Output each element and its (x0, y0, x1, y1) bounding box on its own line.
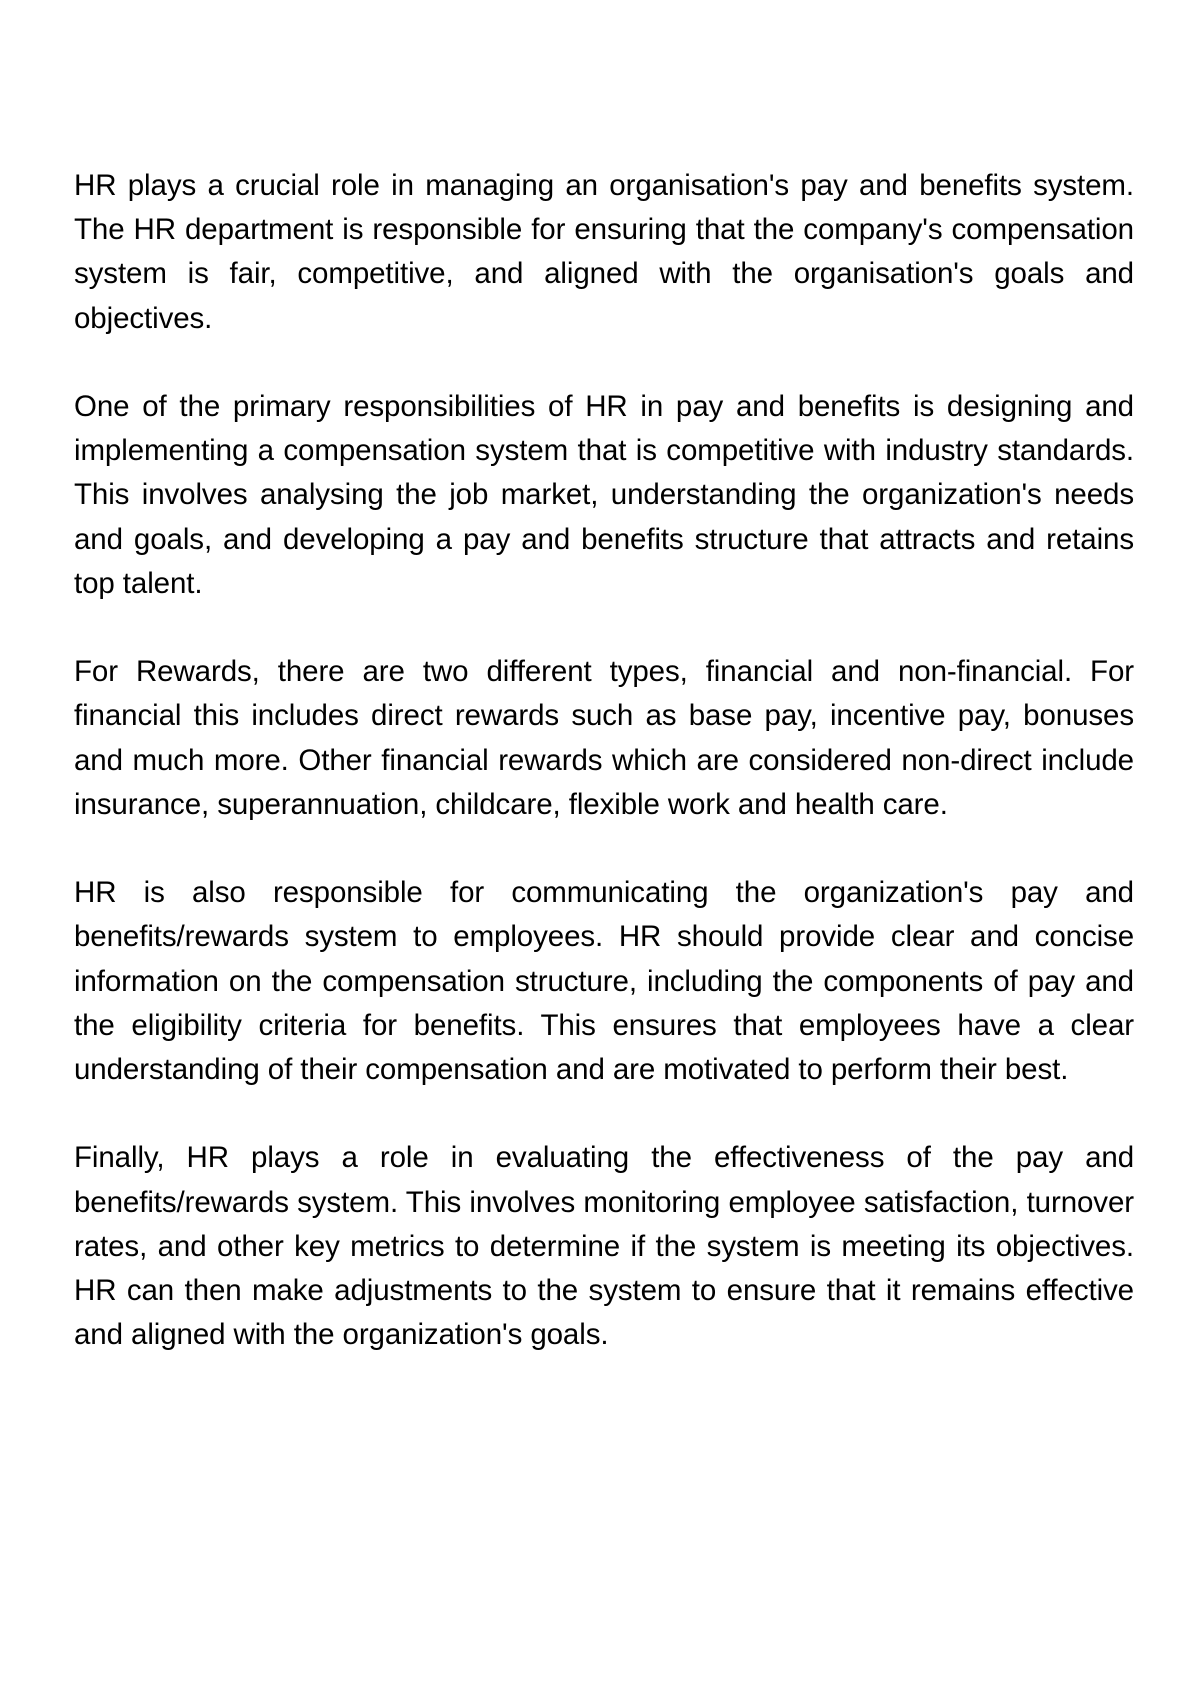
paragraph-primary-responsibilities: One of the primary responsibilities of HR in pay and benefits is designing and implementing a compensation system that is competitive with industry standards. This involves analysing the job market, understanding the organization's needs and goals, and developing a pay and benefits structure that attracts and retains top talent. (74, 390, 1134, 600)
paragraph-communication: HR is also responsible for communicating the organization's pay and benefits/rewards system to employees. HR should provide clear and concise information on the compensation structure, including the components of pay and the eligibility criteria for benefits. This ensures that employees have a clear understanding of their compensation and are motivated to perform their best. (74, 876, 1134, 1087)
paragraph-evaluation: Finally, HR plays a role in evaluating the effectiveness of the pay and benefits/rewards system. This involves monitoring employee satisfaction, turnover rates, and other key metrics to determine if the system is meeting its objectives. HR can then make adjustments to the system to ensure that it remains effective and aligned with the organization's goals. (74, 1141, 1134, 1352)
paragraph-hr-role: HR plays a crucial role in managing an organisation's pay and benefits system. The HR department is responsible for ensuring that the company's compensation system is fair, competitive, and aligned with the organisation's goals and objectives. (74, 169, 1134, 335)
paragraph-rewards-types: For Rewards, there are two different types, financial and non-financial. For financial this includes direct rewards such as base pay, incentive pay, bonuses and much more. Other financial rewards which are considered non-direct include insurance, superannuation, childcare, flexible work and health care. (74, 655, 1134, 821)
document-body (74, 164, 1134, 1357)
